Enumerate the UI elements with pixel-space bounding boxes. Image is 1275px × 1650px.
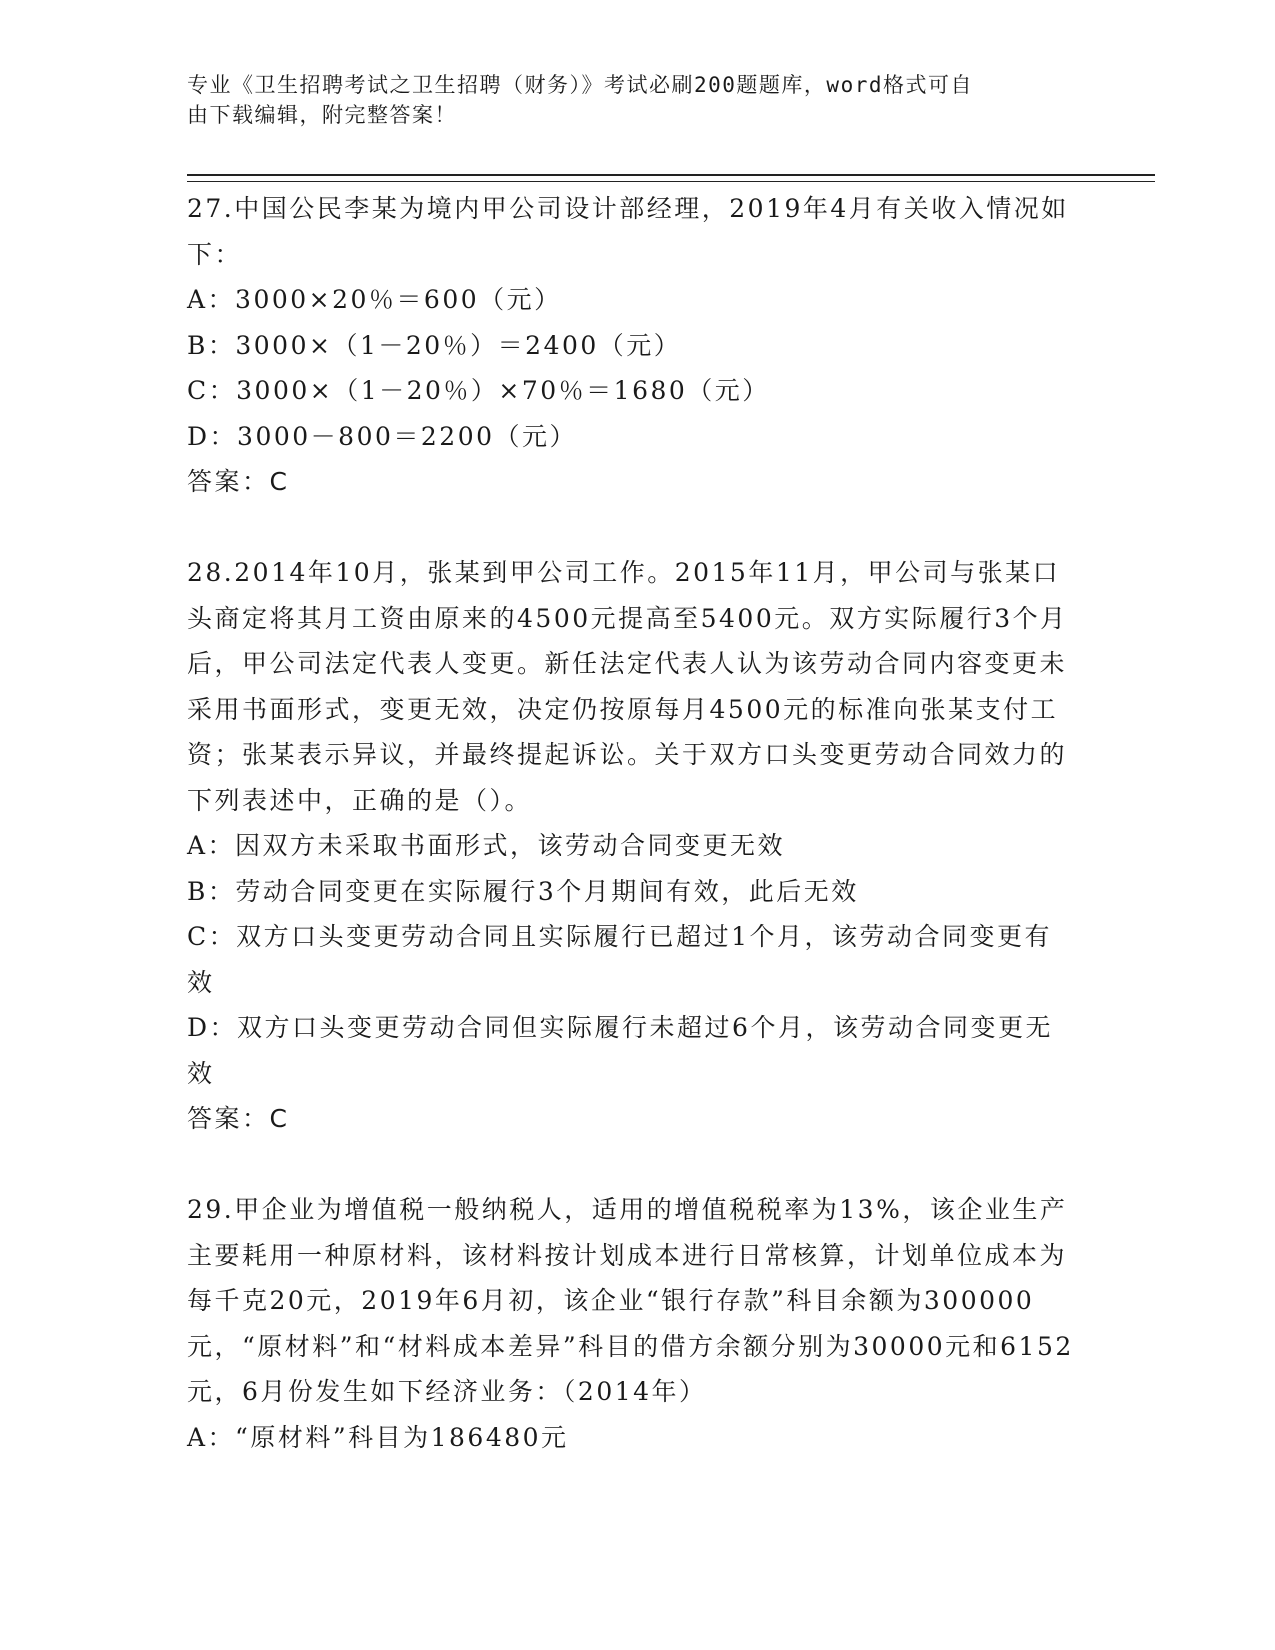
header-divider-thin	[187, 181, 1155, 182]
question-stem: 28.2014年10月，张某到甲公司工作。2015年11月，甲公司与张某口头商定将其月工资由原来的4500元提高至5400元。双方实际履行3个月后，甲公司法定代表人变更。新任法定代表人认为该劳动合同内容变更未采用书面形式，变更无效，决定仍按原每月4500元的标准向张某支付工资；张某表示异议，并最终提起诉讼。关于双方口头变更劳动合同效力的下列表述中，正确的是（）。	[187, 558, 1068, 815]
answer-line: 答案：C	[187, 1104, 290, 1133]
option-a: A：3000×20％＝600（元）	[187, 285, 562, 314]
question-29	[187, 1187, 1077, 1460]
option-a: A：“原材料”科目为186480元	[187, 1422, 569, 1452]
option-a: A：因双方未采取书面形式，该劳动合同变更无效	[187, 831, 786, 860]
header-line-2: 由下载编辑，附完整答案！	[187, 103, 457, 127]
answer-line: 答案：C	[187, 467, 290, 496]
option-c: C：双方口头变更劳动合同且实际履行已超过1个月，该劳动合同变更有效	[187, 922, 1053, 997]
option-d: D：双方口头变更劳动合同但实际履行未超过6个月，该劳动合同变更无效	[187, 1013, 1053, 1088]
question-27	[187, 186, 1077, 505]
header-divider-thick	[187, 174, 1155, 176]
option-b: B：劳动合同变更在实际履行3个月期间有效，此后无效	[187, 876, 859, 906]
option-d: D：3000－800＝2200（元）	[187, 421, 578, 451]
question-28	[187, 550, 1077, 1142]
header-line-1: 专业《卫生招聘考试之卫生招聘（财务）》考试必刷200题题库，word格式可自	[187, 73, 973, 97]
option-b: B：3000×（1－20％）＝2400（元）	[187, 330, 682, 360]
option-c: C：3000×（1－20％）×70％＝1680（元）	[187, 376, 770, 405]
document-header	[187, 70, 1067, 130]
question-stem: 27.中国公民李某为境内甲公司设计部经理，2019年4月有关收入情况如下：	[187, 194, 1069, 269]
question-list	[187, 186, 1077, 1460]
question-stem: 29.甲企业为增值税一般纳税人，适用的增值税税率为13%，该企业生产主要耗用一种原材料，该材料按计划成本进行日常核算，计划单位成本为每千克20元，2019年6月初，该企业“银行存款”科目余额为300000元，“原材料”和“材料成本差异”科目的借方余额分别为30000元和6152元，6月份发生如下经济业务：（2014年）	[187, 1195, 1074, 1406]
